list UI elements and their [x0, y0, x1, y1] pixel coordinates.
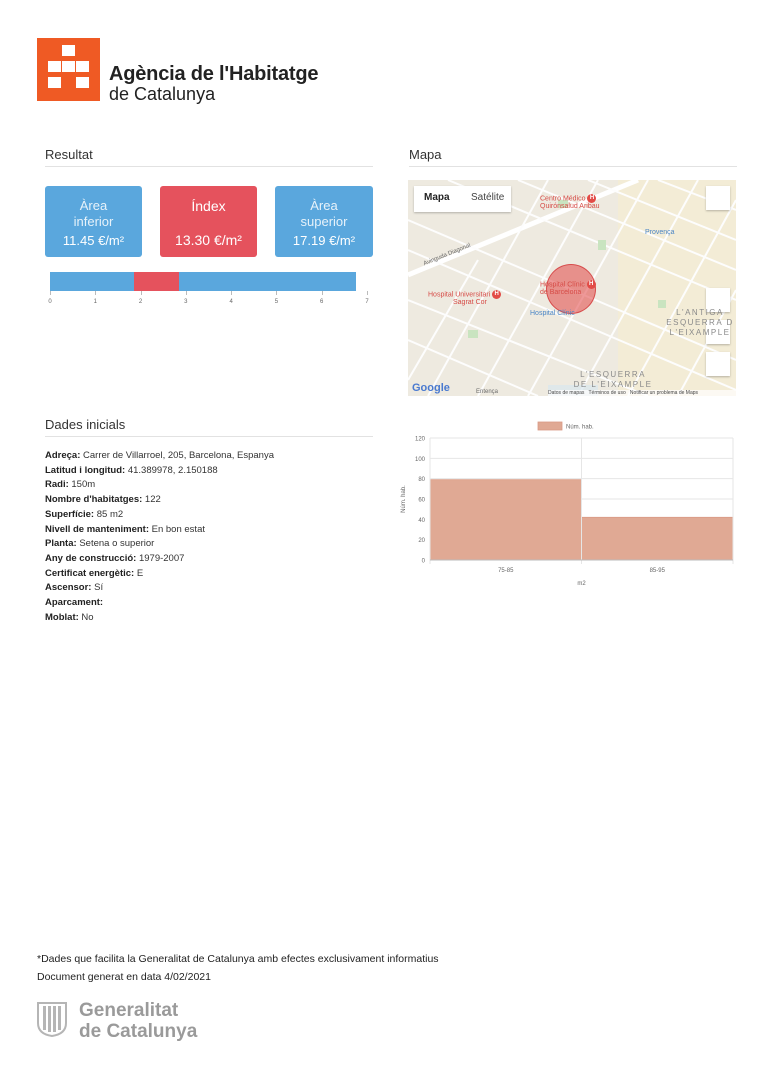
range-tick-label: 4	[229, 299, 233, 305]
field-label: Superfície:	[45, 508, 95, 520]
y-tick-label: 80	[418, 477, 425, 484]
attribution-terms[interactable]: Términos de uso	[588, 390, 626, 396]
hospital-pin-icon: H	[492, 290, 501, 299]
tab-map[interactable]: Mapa	[424, 192, 450, 203]
field-label: Planta:	[45, 538, 77, 550]
district-line: DE L'EIXAMPLE	[573, 380, 653, 389]
poi-hospital-clinic-small[interactable]: Hospital Clínic	[530, 310, 575, 317]
hospital-pin-icon: H	[587, 194, 596, 203]
field-label: Moblat:	[45, 611, 79, 623]
range-tick-mark	[367, 291, 368, 295]
y-tick-label: 100	[414, 456, 425, 463]
poi-label: Hospital Universitari	[428, 291, 491, 299]
logo-square	[62, 61, 75, 72]
field-coordinates	[45, 464, 274, 479]
street-label: Entença	[476, 389, 499, 395]
price-range-bar	[50, 272, 369, 308]
district-line: L'ESQUERRA	[580, 370, 646, 379]
upper-area-label-2: superior	[300, 214, 348, 229]
generation-date: Document generat en data 4/02/2021	[37, 971, 211, 983]
fullscreen-button[interactable]	[706, 186, 730, 210]
range-tick-mark	[95, 291, 96, 295]
legend-label: Núm. hab.	[566, 424, 594, 431]
logo-square	[48, 61, 61, 72]
result-title: Resultat	[45, 147, 93, 162]
district-label	[558, 370, 668, 390]
range-tick-mark	[186, 291, 187, 295]
lower-area-label: Àrea	[79, 198, 108, 213]
upper-area-label: Àrea	[310, 198, 338, 213]
google-logo: Google	[412, 382, 450, 394]
field-address	[45, 449, 274, 464]
x-tick-label: 85-95	[649, 568, 665, 574]
result-divider	[45, 166, 373, 167]
field-label: Latitud i longitud:	[45, 464, 126, 476]
district-line: L'EIXAMPLE	[669, 328, 731, 337]
field-maintenance	[45, 523, 274, 538]
range-tick-label: 1	[93, 299, 97, 305]
field-floor	[45, 537, 274, 552]
field-radius	[45, 478, 274, 493]
poi-label: Centro Médico	[540, 195, 586, 203]
field-value: 85 m2	[96, 508, 124, 520]
location-map[interactable]	[408, 180, 736, 396]
index-label: Índex	[191, 198, 226, 214]
field-energy-certificate	[45, 567, 274, 582]
zoom-out-button[interactable]	[706, 352, 730, 376]
field-construction-year	[45, 552, 274, 567]
logo-square	[48, 77, 61, 88]
agency-name-sub: de Catalunya	[109, 84, 216, 104]
initial-data-title: Dades inicials	[45, 417, 126, 432]
initial-data-list	[45, 449, 274, 625]
field-elevator	[45, 581, 274, 596]
field-value: Setena o superior	[79, 538, 155, 550]
range-tick-mark	[141, 291, 142, 295]
generalitat-name	[79, 1000, 197, 1042]
field-value: 41.389978, 2.150188	[127, 464, 218, 476]
field-parking	[45, 596, 274, 611]
range-tick-label: 7	[365, 299, 369, 305]
street-label: Avinguda Diagonal	[422, 242, 472, 268]
map-attribution	[548, 390, 736, 396]
initial-data-divider	[45, 436, 373, 437]
range-tick-mark	[322, 291, 323, 295]
hospital-pin-icon: H	[587, 280, 596, 289]
upper-area-value: 17.19 €/m²	[292, 233, 356, 248]
index-value: 13.30 €/m²	[175, 232, 242, 248]
field-label: Ascensor:	[45, 582, 92, 594]
histogram-bar	[430, 480, 582, 560]
field-label: Any de construcció:	[45, 552, 137, 564]
poi-label: Quirónsalud Aribau	[540, 203, 600, 211]
x-axis-label: m2	[577, 581, 586, 587]
logo-square	[76, 77, 89, 88]
generalitat-emblem-icon	[36, 1001, 68, 1037]
attribution-report[interactable]: Notificar un problema de Maps	[629, 390, 699, 396]
y-tick-label: 20	[418, 538, 425, 545]
range-bar-index-highlight	[134, 272, 179, 291]
poi-label: Hospital Clínic	[540, 281, 585, 289]
agency-name: Agència de l'Habitatge	[109, 63, 319, 85]
field-label: Aparcament:	[45, 597, 104, 609]
x-tick-label: 75-85	[498, 568, 514, 574]
range-bar-fill	[50, 272, 356, 291]
district-line: ESQUERRA D	[666, 318, 734, 327]
y-axis-label: Núm. hab.	[401, 485, 407, 513]
lower-area-label-2: inferior	[73, 214, 114, 229]
field-surface	[45, 508, 274, 523]
field-dwellings	[45, 493, 274, 508]
poi-label: Sagrat Cor	[453, 299, 487, 307]
emblem-shape	[36, 1001, 68, 1037]
field-label: Nombre d'habitatges:	[45, 494, 143, 506]
tab-satellite[interactable]: Satélite	[471, 192, 505, 203]
agency-logo	[37, 38, 100, 101]
attribution-data[interactable]: Datos de mapas	[548, 390, 585, 396]
field-value: 1979-2007	[138, 552, 185, 564]
lower-area-value: 11.45 €/m²	[62, 233, 125, 248]
district-label	[660, 308, 736, 338]
histogram-bar	[582, 517, 734, 560]
field-value: Sí	[94, 582, 104, 594]
range-bar-axis	[50, 291, 369, 308]
index-card	[160, 186, 257, 257]
logo-square	[76, 61, 89, 72]
field-value: En bon estat	[151, 523, 205, 535]
field-label: Adreça:	[45, 450, 81, 461]
range-tick-label: 0	[48, 299, 52, 305]
dwellings-histogram	[395, 420, 740, 595]
range-tick-mark	[231, 291, 232, 295]
poi-centro-medico[interactable]	[540, 194, 600, 211]
disclaimer-note: *Dades que facilita la Generalitat de Catalunya amb efectes exclusivament informatius	[37, 953, 439, 965]
range-tick-label: 3	[184, 299, 188, 305]
range-tick-label: 5	[274, 299, 279, 305]
field-value: Carrer de Villarroel, 205, Barcelona, Espanya	[83, 450, 274, 461]
poi-label: de Barcelona	[540, 289, 582, 297]
logo-square	[62, 45, 75, 56]
generalitat-line: Generalitat	[79, 1000, 179, 1021]
field-label: Certificat energètic:	[45, 567, 135, 579]
field-label: Radi:	[45, 479, 69, 491]
poi-provenca[interactable]: Provença	[645, 229, 675, 236]
poi-hospital-clinic[interactable]	[540, 280, 596, 297]
field-label: Nivell de manteniment:	[45, 523, 149, 535]
y-tick-label: 0	[421, 558, 425, 565]
field-value: No	[81, 611, 94, 623]
district-line: L'ANTIGA	[676, 308, 724, 317]
range-tick-label: 6	[320, 299, 324, 305]
field-value: 150m	[71, 479, 96, 491]
range-tick-label: 2	[138, 299, 143, 305]
lower-area-card	[45, 186, 142, 257]
poi-hospital-sagrat-cor[interactable]	[428, 290, 501, 307]
y-tick-label: 60	[418, 497, 425, 504]
y-tick-label: 120	[414, 436, 425, 443]
y-tick-label: 40	[418, 517, 425, 524]
field-value: E	[136, 567, 144, 579]
map-divider	[409, 166, 737, 167]
map-title: Mapa	[409, 147, 442, 162]
generalitat-line: de Catalunya	[79, 1021, 198, 1042]
field-furnished	[45, 611, 274, 626]
upper-area-card	[275, 186, 373, 257]
field-value: 122	[144, 494, 161, 506]
range-tick-mark	[50, 291, 51, 295]
legend-swatch	[538, 422, 562, 430]
range-tick-mark	[276, 291, 277, 295]
